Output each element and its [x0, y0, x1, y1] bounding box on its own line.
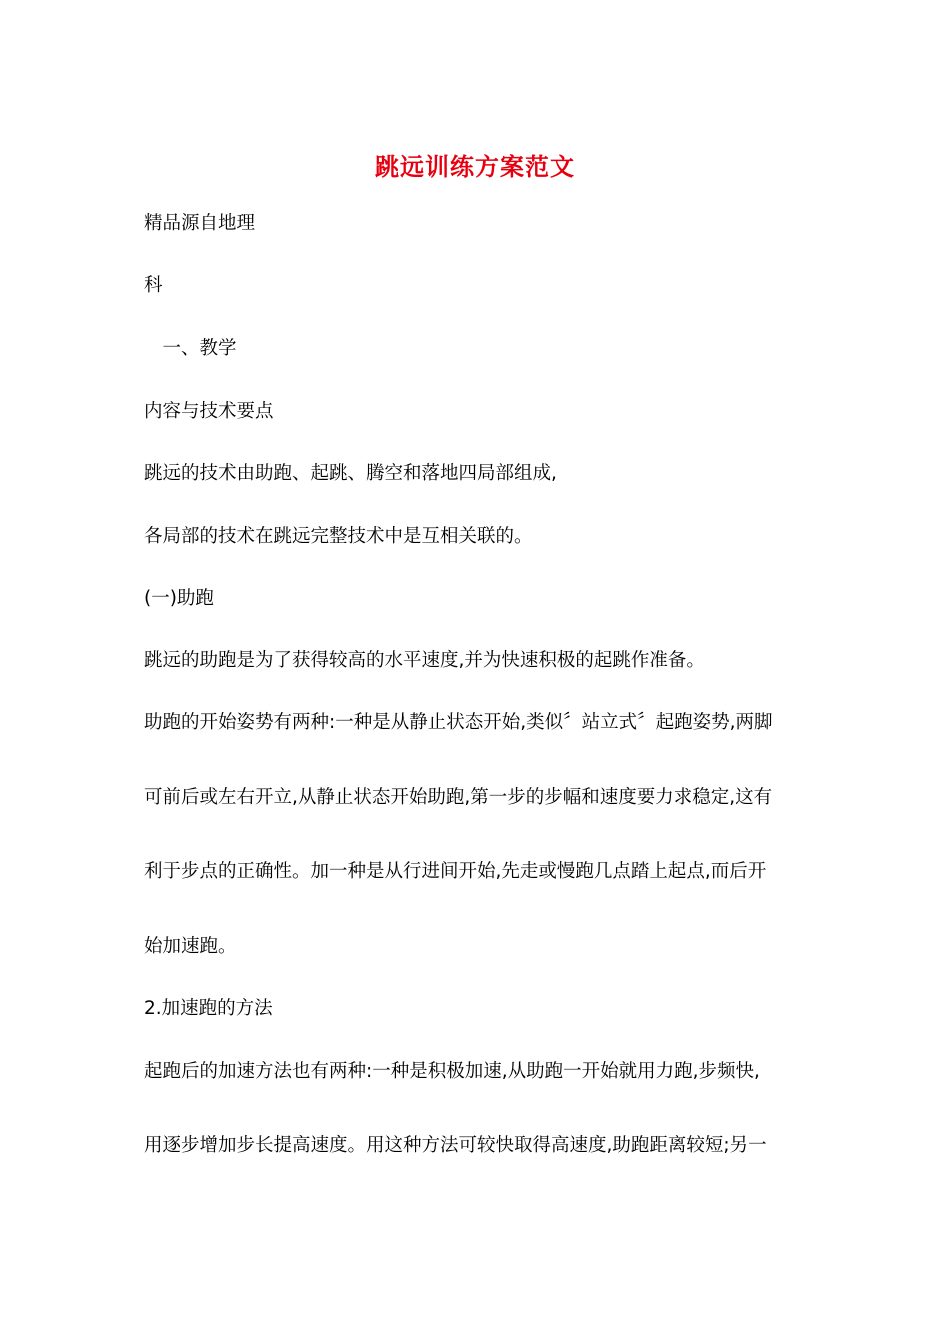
paragraph-line: 跳远的助跑是为了获得较高的水平速度,并为快速积极的起跳作准备。 — [144, 650, 705, 671]
text-line-1: 精品源自地理 — [144, 213, 256, 234]
paragraph-line: 跳远的技术由助跑、起跳、腾空和落地四局部组成, — [144, 463, 557, 484]
paragraph-line: 各局部的技术在跳远完整技术中是互相关联的。 — [144, 526, 533, 547]
text-line-content: 内容与技术要点 — [144, 401, 274, 422]
paragraph-line: 助跑的开始姿势有两种:一种是从静止状态开始,类似〞站立式〞起跑姿势,两脚 — [144, 712, 773, 733]
text-line-2: 科 — [144, 275, 163, 296]
paragraph-line: 始加速跑。 — [144, 936, 237, 957]
subheading-run-up: (一)助跑 — [144, 588, 214, 609]
paragraph-line: 可前后或左右开立,从静止状态开始助跑,第一步的步幅和速度要力求稳定,这有 — [144, 787, 773, 808]
paragraph-line: 利于步点的正确性。加一种是从行进间开始,先走或慢跑几点踏上起点,而后开 — [144, 861, 767, 882]
subheading-acceleration: 2.加速跑的方法 — [144, 998, 273, 1019]
document-title: 跳远训练方案范文 — [375, 152, 575, 181]
section-heading-teaching: 一、教学 — [144, 338, 237, 359]
paragraph-line: 用逐步增加步长提高速度。用这种方法可较快取得高速度,助跑距离较短;另一 — [144, 1135, 767, 1156]
paragraph-line: 起跑后的加速方法也有两种:一种是积极加速,从助跑一开始就用力跑,步频快, — [144, 1061, 760, 1082]
